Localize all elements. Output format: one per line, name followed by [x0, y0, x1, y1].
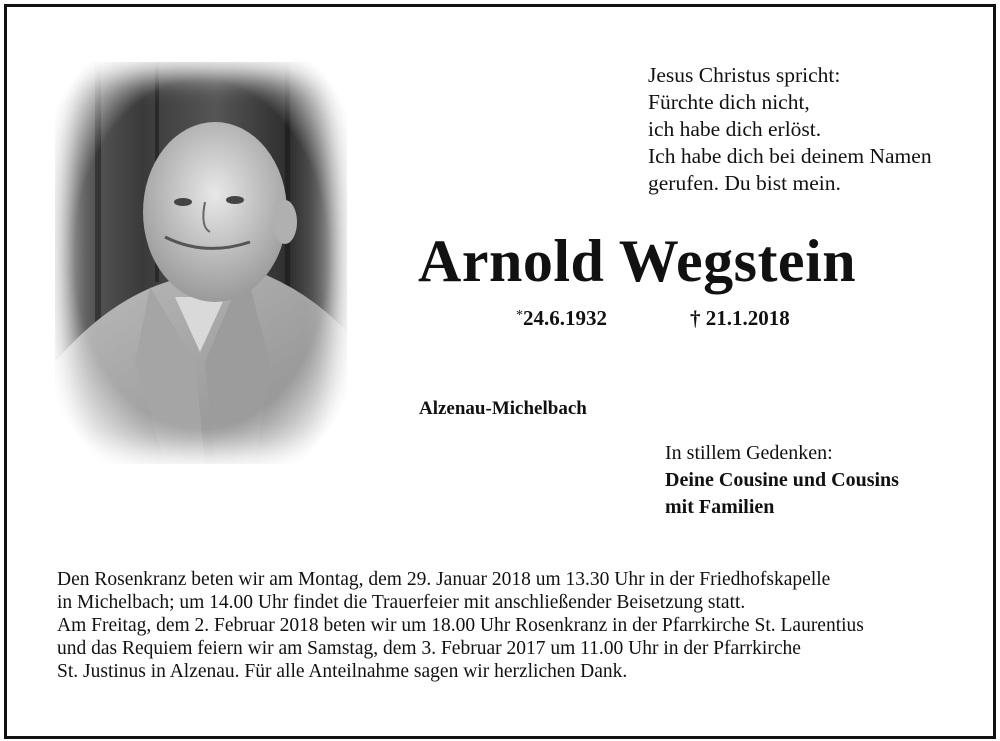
verse-line: Fürchte dich nicht, [648, 90, 810, 114]
verse-line: Ich habe dich bei deinem Namen [648, 144, 932, 168]
notice-line: Den Rosenkranz beten wir am Montag, dem 29. Januar 2018 um 13.30 Uhr in der Friedhofskapelle [57, 569, 831, 590]
deceased-name: Arnold Wegstein [418, 228, 857, 294]
death-date-value: 21.1.2018 [705, 306, 790, 330]
bible-verse [648, 62, 932, 197]
place-of-residence: Alzenau-Michelbach [419, 398, 587, 419]
death-date [690, 306, 790, 331]
mourners-block [665, 440, 899, 521]
birth-date-value: 24.6.1932 [523, 306, 607, 330]
notice-line: St. Justinus in Alzenau. Für alle Anteilnahme sagen wir herzlichen Dank. [57, 661, 628, 682]
mourners-line: mit Familien [665, 496, 775, 518]
verse-line: Jesus Christus spricht: [648, 63, 841, 87]
mourners-line: Deine Cousine und Cousins [665, 469, 899, 491]
notice-line: in Michelbach; um 14.00 Uhr findet die Trauerfeier mit anschließender Beisetzung statt. [57, 592, 746, 613]
birth-symbol: * [516, 308, 523, 323]
birth-date [516, 306, 607, 331]
cross-icon: † [690, 306, 701, 330]
notice-line: Am Freitag, dem 2. Februar 2018 beten wir um 18.00 Uhr Rosenkranz in der Pfarrkirche St. Laurentius [57, 615, 864, 636]
service-notice [57, 568, 864, 683]
portrait-photo [55, 62, 347, 464]
mourners-intro: In stillem Gedenken: [665, 442, 833, 464]
notice-line: und das Requiem feiern wir am Samstag, dem 3. Februar 2017 um 11.00 Uhr in der Pfarrkirche [57, 638, 801, 659]
verse-line: ich habe dich erlöst. [648, 117, 822, 141]
verse-line: gerufen. Du bist mein. [648, 171, 841, 195]
